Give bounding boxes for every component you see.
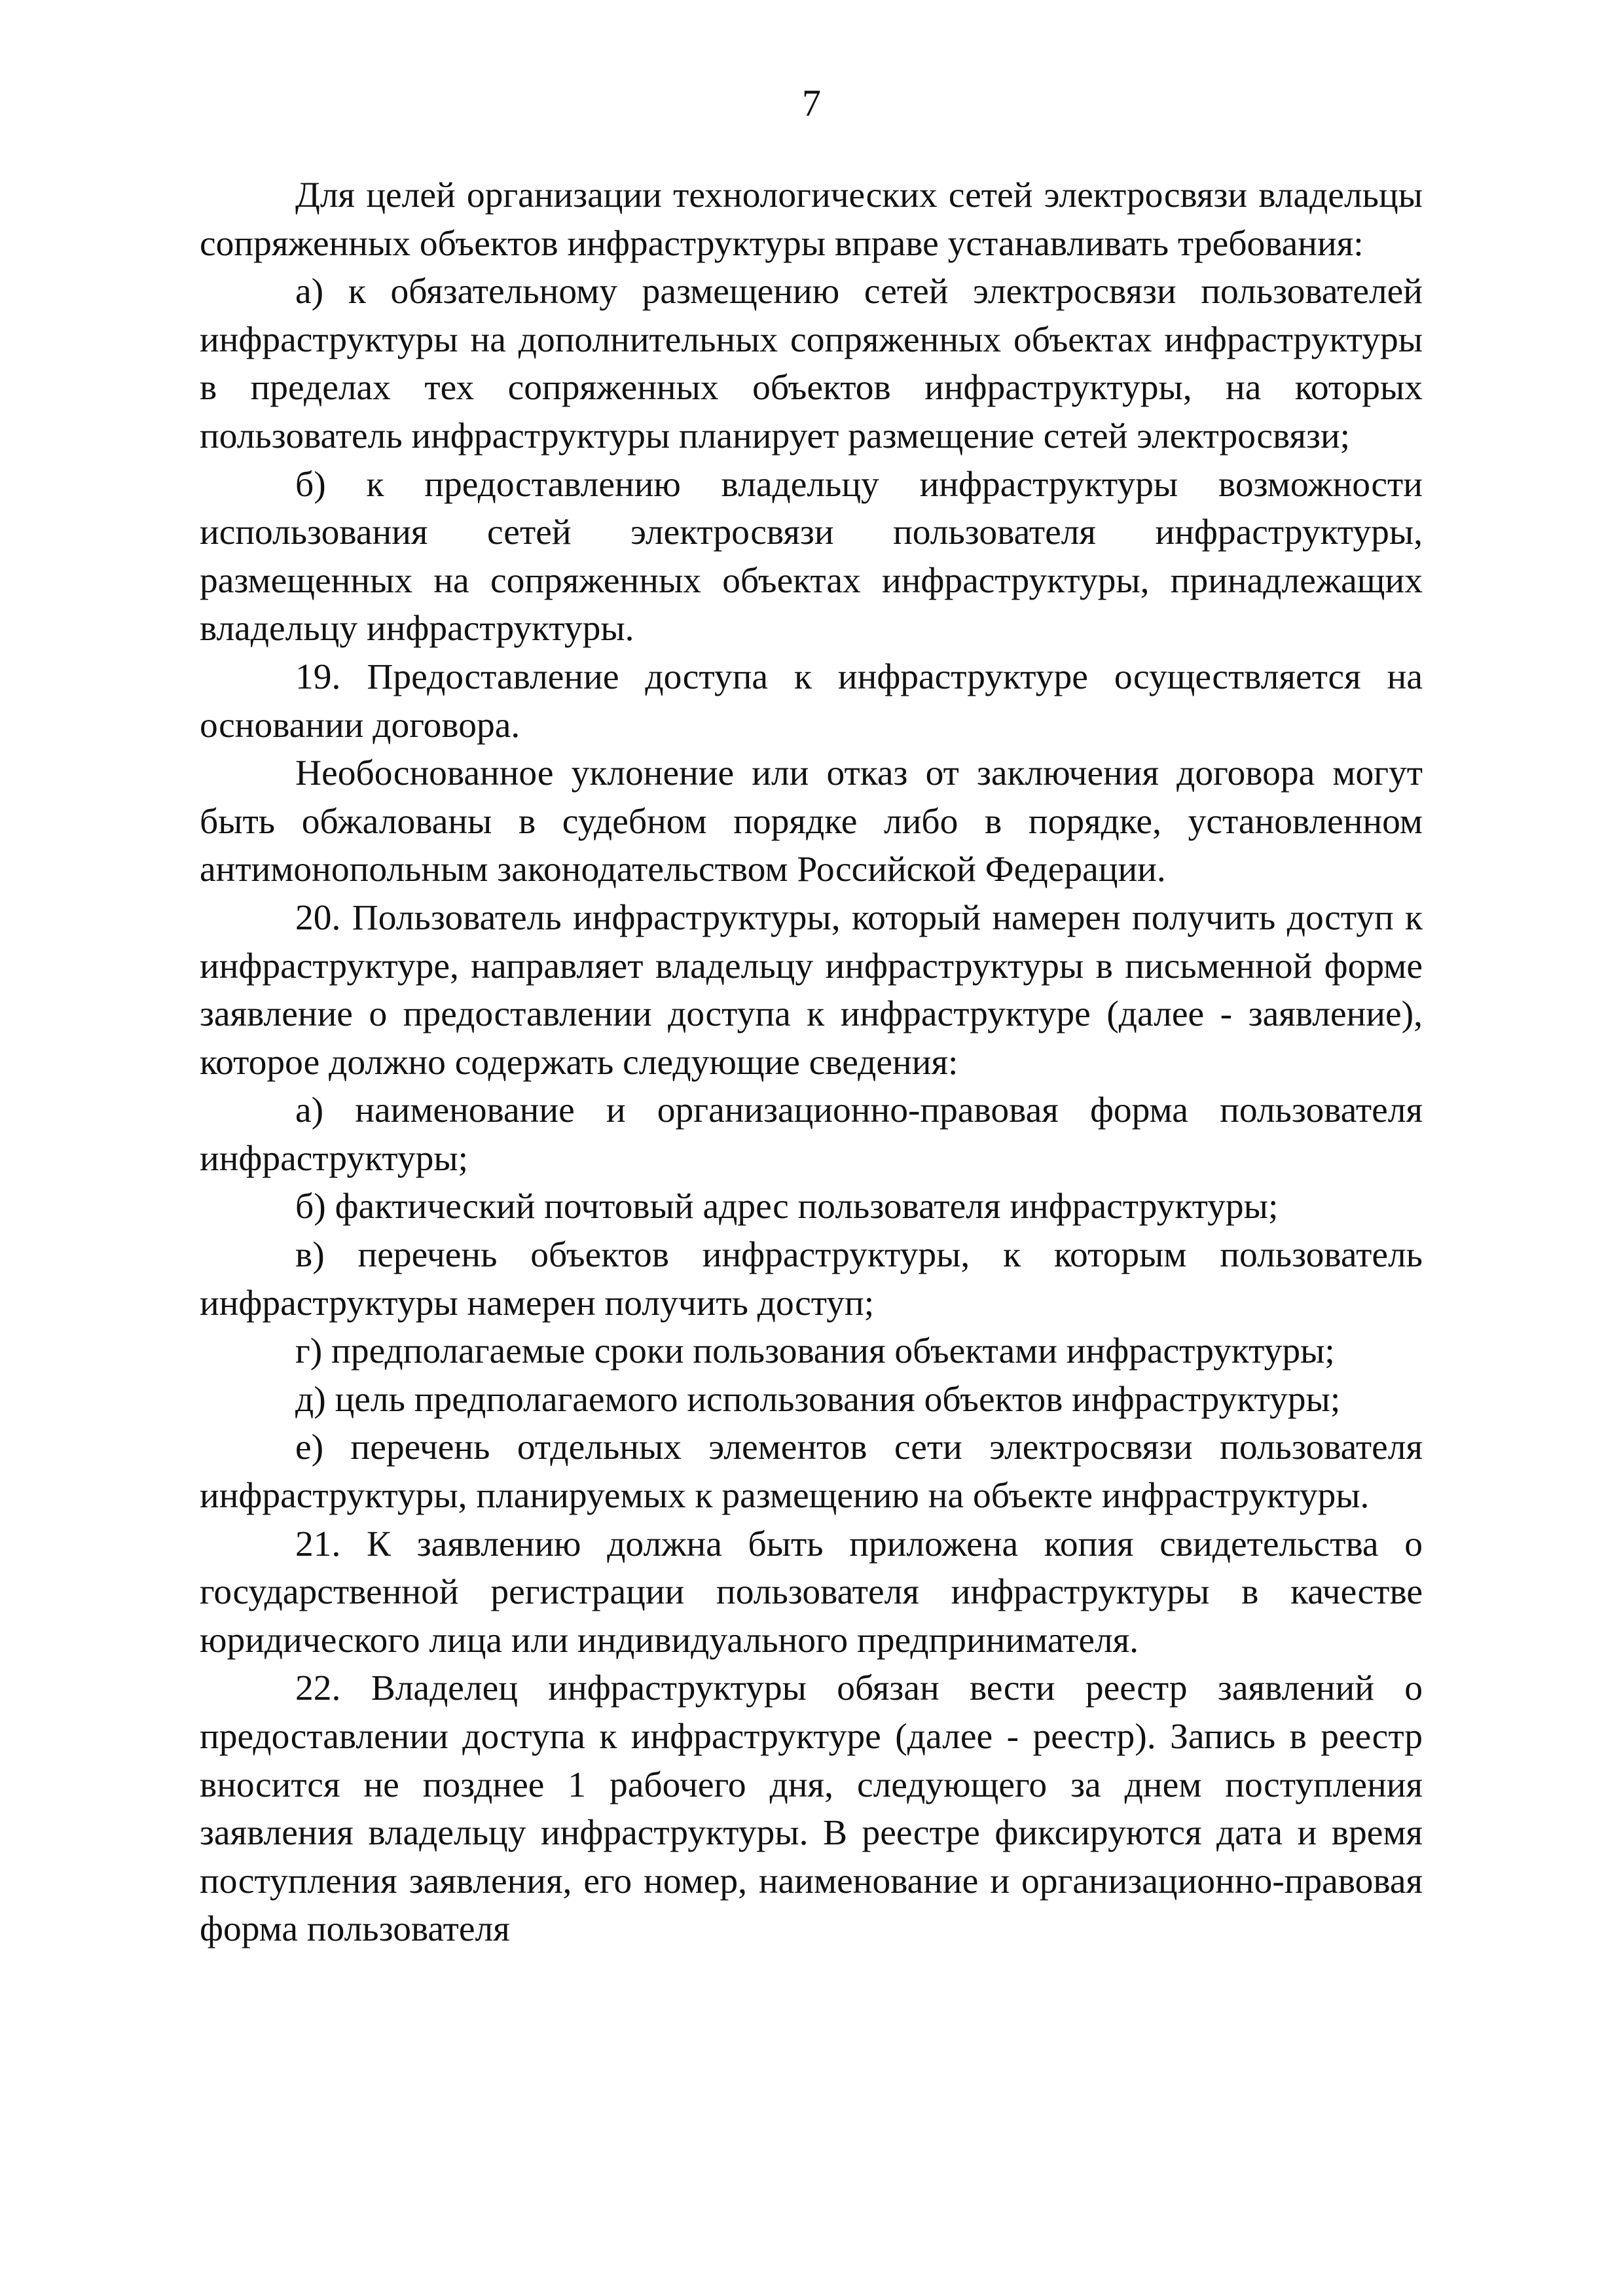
paragraph-clause-19: 19. Предоставление доступа к инфраструктуре осуществляется на основании договора. <box>200 656 1423 745</box>
paragraph-clause-20-item-e: е) перечень отдельных элементов сети электросвязи пользователя инфраструктуры, планируемых к размещению на объекте инфраструктуры. <box>200 1427 1423 1516</box>
paragraph-clause-20: 20. Пользователь инфраструктуры, который намерен получить доступ к инфраструктуре, направляет владельцу инфраструктуры в письменной форме заявление о предоставлении доступа к инфраструктуре (далее - заявление), которое должно содержать следующие сведения: <box>200 897 1423 1083</box>
paragraph-requirements-intro: Для целей организации технологических сетей электросвязи владельцы сопряженных объектов инфраструктуры вправе устанавливать требования: <box>200 175 1423 264</box>
page-number: 7 <box>802 82 821 124</box>
paragraph-clause-20-item-v: в) перечень объектов инфраструктуры, к которым пользователь инфраструктуры намерен получить доступ; <box>200 1235 1423 1323</box>
paragraph-clause-22: 22. Владелец инфраструктуры обязан вести реестр заявлений о предоставлении доступа к инфраструктуре (далее - реестр). Запись в реестр вносится не позднее 1 рабочего дня, следующего за днем поступления заявления владельцу инфраструктуры. В реестре фиксируются дата и время поступления заявления, его номер, наименование и организационно-правовая форма пользователя <box>200 1668 1423 1950</box>
paragraph-clause-20-item-d: д) цель предполагаемого использования объектов инфраструктуры; <box>295 1379 1341 1420</box>
paragraph-clause-20-item-a: а) наименование и организационно-правовая форма пользователя инфраструктуры; <box>200 1090 1423 1179</box>
document-body <box>200 171 1423 1954</box>
paragraph-clause-19-appeal: Необоснованное уклонение или отказ от заключения договора могут быть обжалованы в судебном порядке либо в порядке, установленном антимонопольным законодательством Российской Федерации. <box>200 753 1423 890</box>
paragraph-clause-20-item-g: г) предполагаемые сроки пользования объектами инфраструктуры; <box>295 1331 1335 1372</box>
paragraph-requirement-a: а) к обязательному размещению сетей электросвязи пользователей инфраструктуры на дополнительных сопряженных объектах инфраструктуры в пределах тех сопряженных объектов инфраструктуры, на которых пользователь инфраструктуры планирует размещение сетей электросвязи; <box>200 272 1423 456</box>
paragraph-clause-21: 21. К заявлению должна быть приложена копия свидетельства о государственной регистрации пользователя инфраструктуры в качестве юридического лица или индивидуального предпринимателя. <box>200 1524 1423 1660</box>
paragraph-clause-20-item-b: б) фактический почтовый адрес пользователя инфраструктуры; <box>295 1187 1279 1227</box>
paragraph-requirement-b: б) к предоставлению владельцу инфраструктуры возможности использования сетей электросвязи пользователя инфраструктуры, размещенных на сопряженных объектах инфраструктуры, принадлежащих владельцу инфраструктуры. <box>200 464 1423 649</box>
